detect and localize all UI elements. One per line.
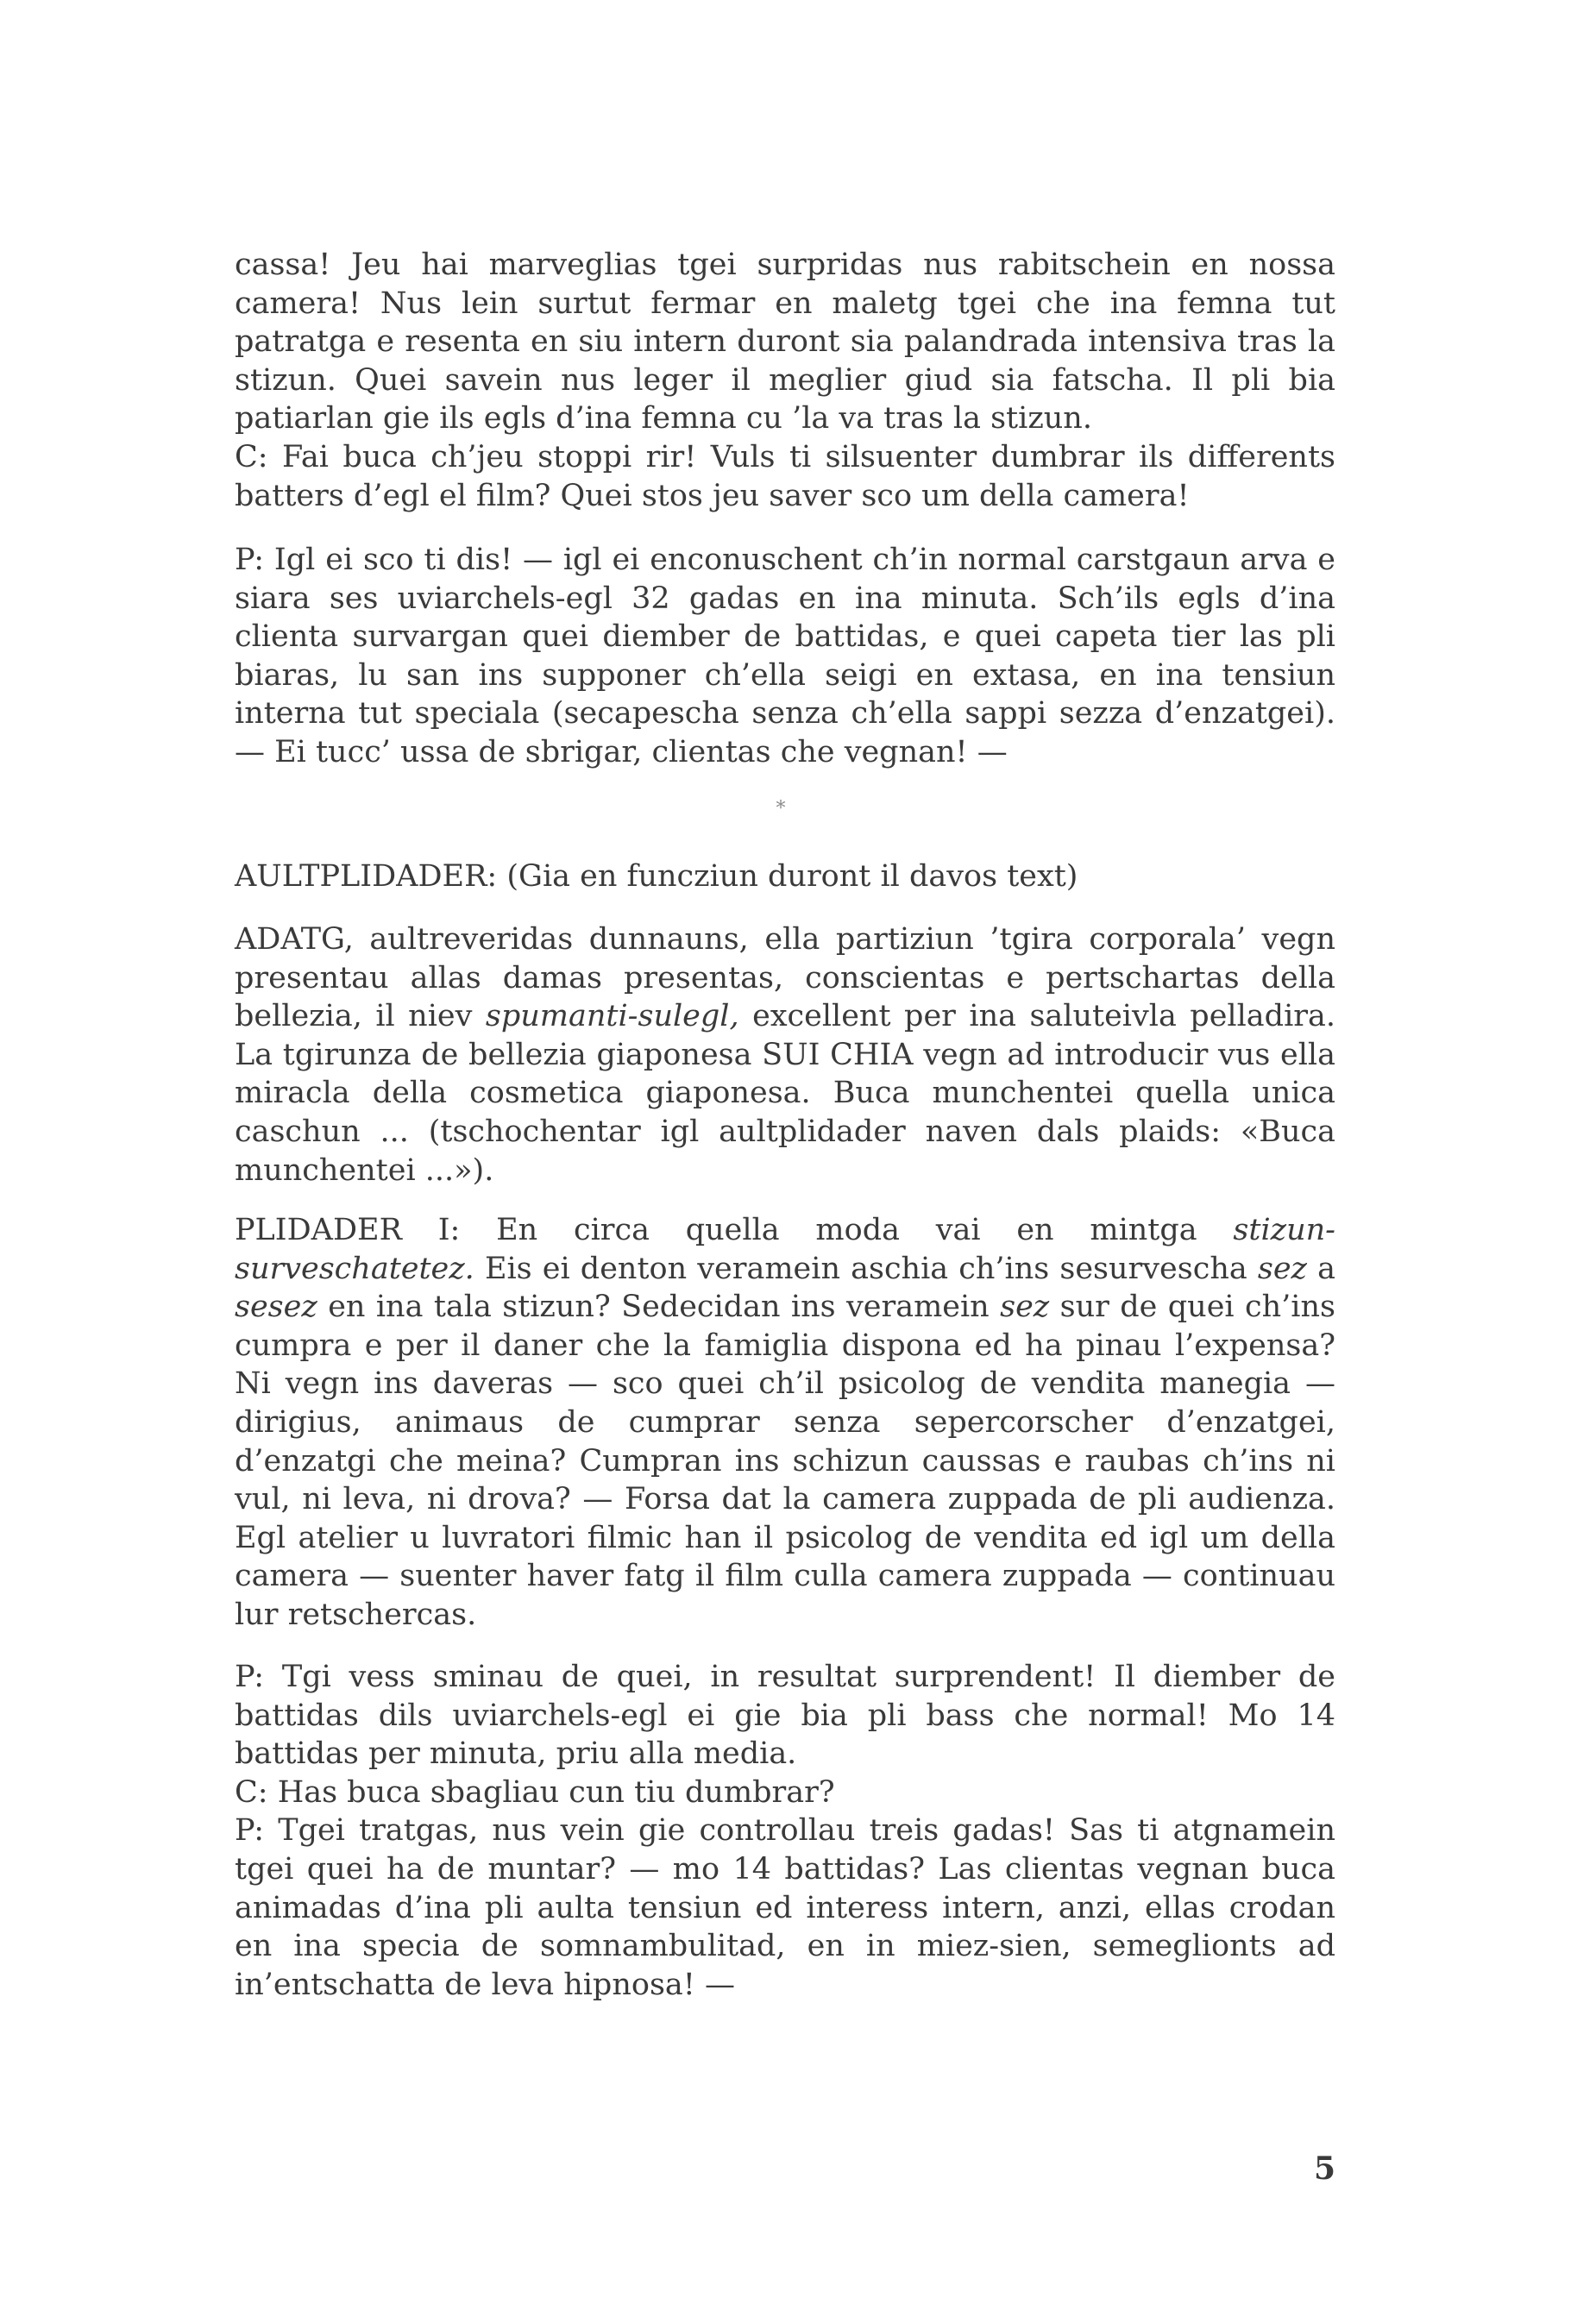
- dialogue-line: C: Has buca sbagliau cun tiu dumbrar?: [235, 1774, 835, 1810]
- dialogue-block-3: [235, 1658, 1335, 2004]
- paragraph-text: Eis ei denton veramein aschia ch’ins sesurvescha: [474, 1251, 1258, 1286]
- announcement-text: ADATG, aultreveridas dunnauns, ella partiziun ’tgira corporala’ vegn presentau allas damas presentas, conscientas e pertschartas della bellezia, il niev: [235, 922, 1335, 1034]
- dialogue-block-1: [235, 246, 1335, 515]
- italic-term: sez: [1000, 1290, 1050, 1325]
- dialogue-line: P: Tgi vess sminau de quei, in resultat surprendent! Il diember de battidas dils uviarchels-egl ei gie bia pli bass che normal! Mo 14 battidas per minuta, priu alla media.: [235, 1660, 1335, 1772]
- page-number: 5: [1313, 2150, 1335, 2187]
- dialogue-block-2: P: Igl ei sco ti dis! — igl ei enconuschent ch’in normal carstgaun arva e siara ses uviarchels-egl 32 gadas en ina minuta. Sch’ils egls d’ina clienta survargan quei diember de battidas, e quei capeta tier las pli biaras, lu san ins supponer ch’ella seigi en extasa, en ina tensiun interna tut speciala (secapescha senza ch’ella sappi sezza d’enzatgei). — Ei tucc’ ussa de sbrigar, clientas che vegnan! —: [235, 543, 1335, 769]
- announcement-text: excellent per ina saluteivla pelladira. La tgirunza de bellezia giaponesa SUI CHIA vegn ad introducir vus ella miracla della cosmetica giaponesa. Buca munchentei quella unica caschun ... (tschochentar igl aultplidader naven dals plaids: «Buca munchentei ...»).: [235, 999, 1335, 1188]
- paragraph-text: en ina tala stizun? Sedecidan ins veramein: [317, 1290, 1001, 1325]
- dialogue-line: P: Tgei tratgas, nus vein gie controllau treis gadas! Sas ti atgnamein tgei quei ha de muntar? — mo 14 battidas? Las clientas vegnan buca animadas d’ina pli aulta tensiun ed interess intern, anzi, ellas crodan en ina specia de somnambulitad, en in miez-sien, semeglionts ad in’entschatta de leva hipnosa! —: [235, 1813, 1335, 2002]
- section-separator: *: [776, 798, 786, 819]
- paragraph-text: PLIDADER I: En circa quella moda vai en mintga: [235, 1213, 1234, 1247]
- paragraph-text: sur de quei ch’ins cumpra e per il daner che la famiglia dispona ed ha pinau l’expensa? Ni vegn ins daveras — sco quei ch’il psicolog de vendita manegia — dirigius, animaus de cumprar senza sepercorscher d’enzatgei, d’enzatgi che meina? Cumpran ins schizun caussas e raubas ch’ins ni vul, ni leva, ni drova? — Forsa dat la camera zuppada de pli audienza. Egl atelier u luvratori filmic han il psicolog de vendita ed igl um della camera — suenter haver fatg il film culla camera zuppada — continuau lur retschercas.: [235, 1290, 1335, 1632]
- speaker-one-paragraph: [235, 1211, 1335, 1635]
- dialogue-line: C: Fai buca ch’jeu stoppi rir! Vuls ti silsuenter dumbrar ils differents batters d’egl el film? Quei stos jeu saver sco um della camera!: [235, 439, 1335, 513]
- italic-term: sez: [1257, 1251, 1307, 1286]
- dialogue-line: cassa! Jeu hai marveglias tgei surpridas nus rabitschein en nossa camera! Nus lein surtut fermar en maletg tgei che ina femna tut patratga e resenta en siu intern duront sia palandrada intensiva tras la stizun. Quei savein nus leger il meglier giud sia fatscha. Il pli bia patiarlan gie ils egls d’ina femna cu ’la va tras la stizun.: [235, 248, 1335, 436]
- loudspeaker-heading: AULTPLIDADER: (Gia en funcziun duront il davos text): [235, 859, 1078, 894]
- italic-term: stizun-surveschatetez.: [235, 1213, 1335, 1286]
- announcement-italic-term: spumanti-sulegl,: [485, 999, 739, 1034]
- loudspeaker-announcement: [235, 920, 1335, 1190]
- italic-term: sesez: [235, 1290, 317, 1325]
- paragraph-text: a: [1307, 1251, 1335, 1286]
